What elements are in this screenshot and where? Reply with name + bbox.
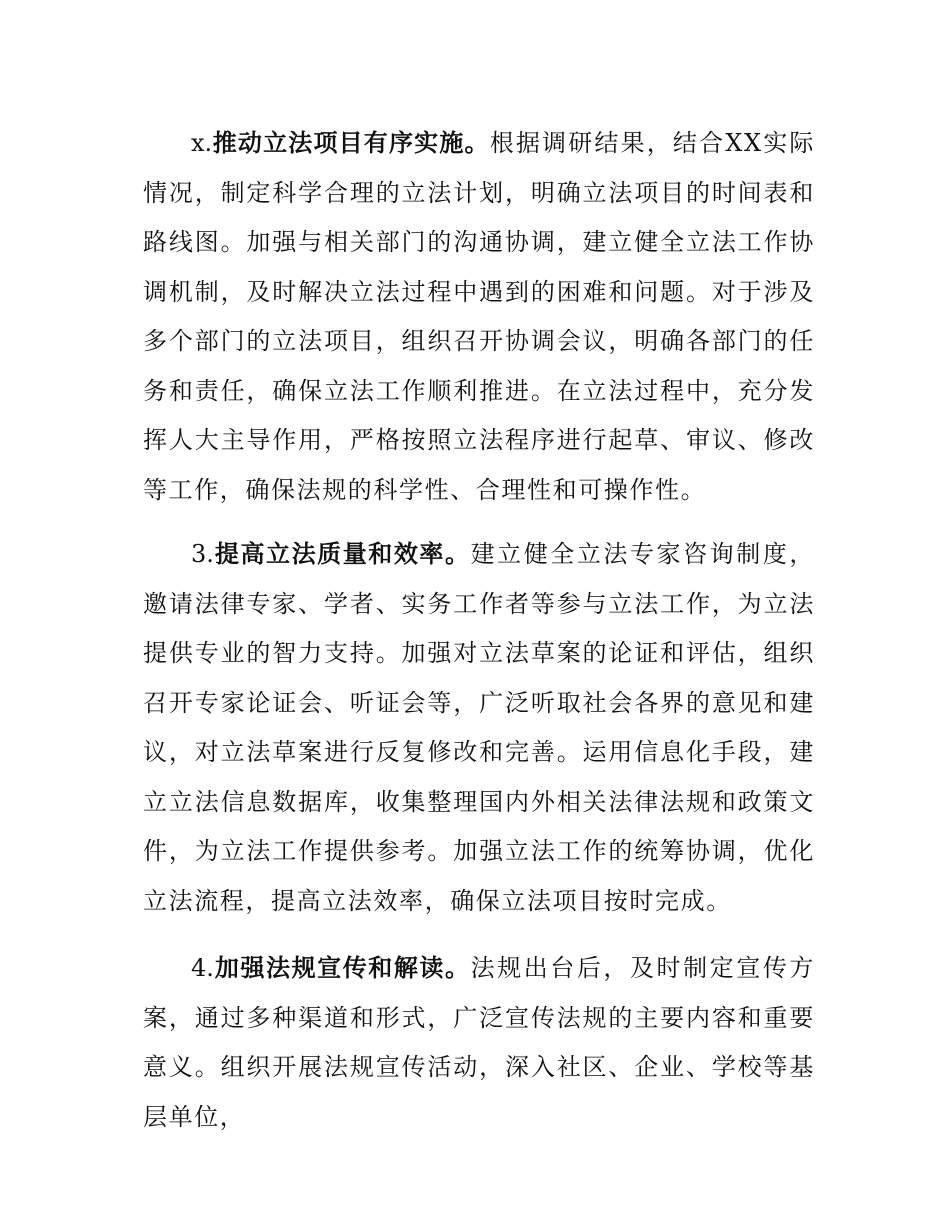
paragraph-3: [143, 944, 815, 1142]
paragraph-1-number: x.: [191, 129, 213, 157]
paragraph-1: [143, 119, 815, 515]
paragraph-1-heading: 推动立法项目有序实施。: [212, 129, 490, 157]
paragraph-2: [143, 530, 815, 926]
paragraph-2-body: 建立健全立法专家咨询制度，邀请法律专家、学者、实务工作者等参与立法工作，为立法提供专业的智力支持。加强对立法草案的论证和评估，组织召开专家论证会、听证会等，广泛听取社会各界的意见和建议，对立法草案进行反复修改和完善。运用信息化手段，建立立法信息数据库，收集整理国内外相关法律法规和政策文件，为立法工作提供参考。加强立法工作的统筹协调，优化立法流程，提高立法效率，确保立法项目按时完成。: [143, 540, 815, 915]
paragraph-3-heading: 加强法规宣传和解读。: [213, 954, 471, 982]
paragraph-2-number: 3.: [191, 540, 214, 568]
paragraph-3-number: 4.: [191, 954, 214, 982]
paragraph-1-body: 根据调研结果，结合XX实际情况，制定科学合理的立法计划，明确立法项目的时间表和路线图。加强与相关部门的沟通协调，建立健全立法工作协调机制，及时解决立法过程中遇到的困难和问题。对于涉及多个部门的立法项目，组织召开协调会议，明确各部门的任务和责任，确保立法工作顺利推进。在立法过程中，充分发挥人大主导作用，严格按照立法程序进行起草、审议、修改等工作，确保法规的科学性、合理性和可操作性。: [143, 129, 815, 504]
paragraph-2-heading: 提高立法质量和效率。: [213, 540, 471, 568]
paragraph-3-body: 法规出台后，及时制定宣传方案，通过多种渠道和形式，广泛宣传法规的主要内容和重要意义。组织开展法规宣传活动，深入社区、企业、学校等基层单位，: [143, 954, 815, 1131]
